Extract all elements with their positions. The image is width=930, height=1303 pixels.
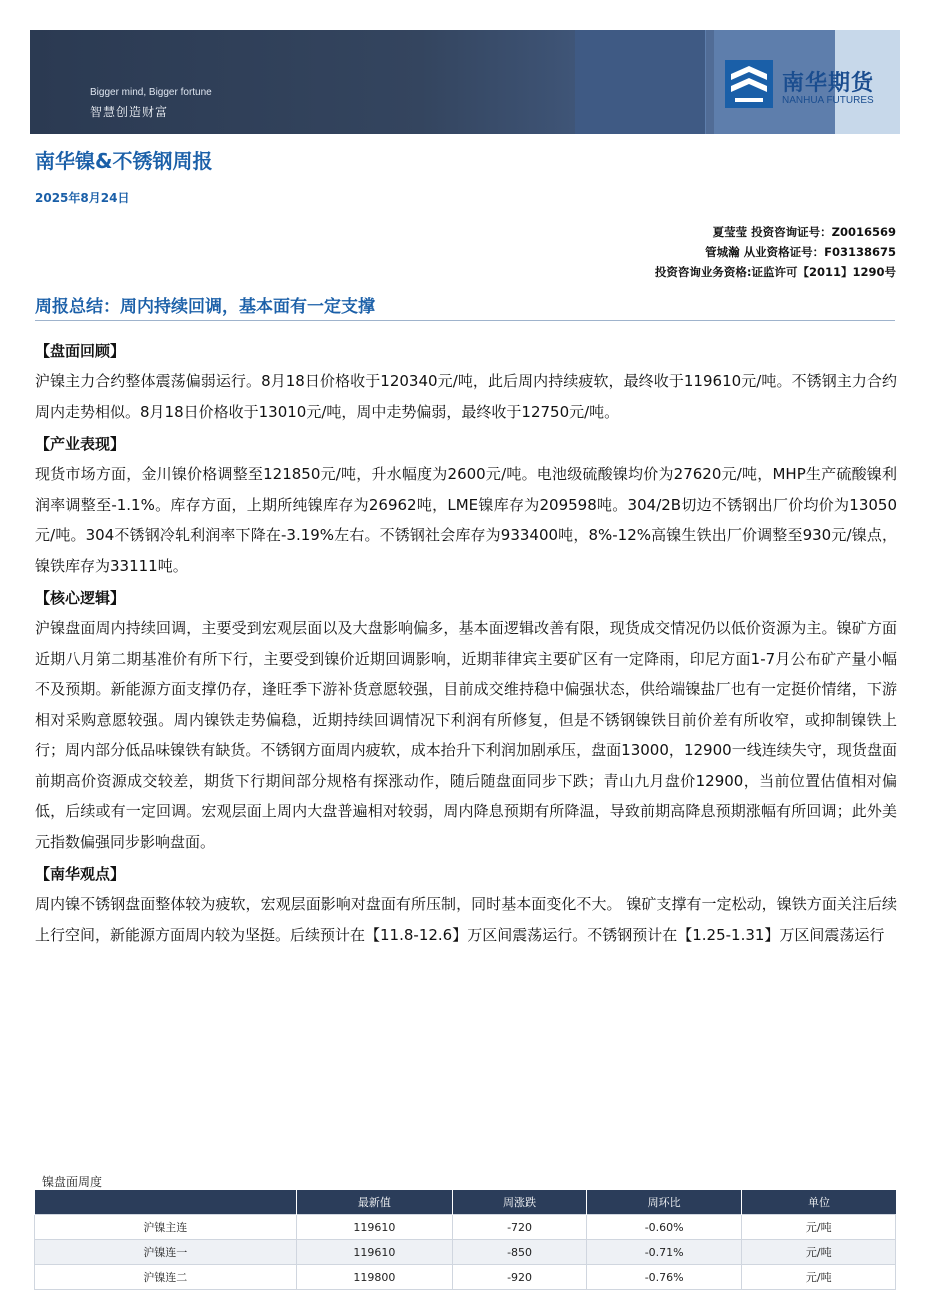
table-cell: 119800 — [296, 1265, 453, 1290]
table-cell: -0.71% — [586, 1240, 742, 1265]
table-cell: 沪镍连二 — [35, 1265, 297, 1290]
table-cell: -920 — [453, 1265, 587, 1290]
section-heading: 【产业表现】 — [35, 435, 126, 453]
section-heading: 【南华观点】 — [35, 865, 126, 883]
nickel-weekly-table — [34, 1190, 896, 1290]
table-title: 镍盘面周度 — [42, 1175, 103, 1189]
summary-title: 周报总结：周内持续回调，基本面有一定支撑 — [35, 297, 375, 317]
table-cell: 元/吨 — [742, 1240, 896, 1265]
column-header: 周涨跌 — [453, 1190, 587, 1215]
table-cell: 元/吨 — [742, 1215, 896, 1240]
table-cell: 沪镍主连 — [35, 1215, 297, 1240]
logo-text-english: NANHUA FUTURES — [782, 95, 874, 106]
column-header: 单位 — [742, 1190, 896, 1215]
report-body — [35, 336, 897, 952]
section-paragraph: 周内镍不锈钢盘面整体较为疲软，宏观层面影响对盘面有所压制，同时基本面变化不大。 镍矿支撑有一定松动，镍铁方面关注后续上行空间，新能源方面周内较为坚挺。后续预计在【11.8-12.6】万区间震荡运行。不锈钢预计在【1.25-1.31】万区间震荡运行 — [35, 895, 897, 944]
table-cell: -0.76% — [586, 1265, 742, 1290]
table-cell: -720 — [453, 1215, 587, 1240]
slogan-english: Bigger mind, Bigger fortune — [90, 87, 212, 98]
table-cell: 沪镍连一 — [35, 1240, 297, 1265]
nanhua-logo-icon — [725, 60, 773, 108]
logo-text-chinese: 南华期货 — [782, 71, 875, 96]
divider — [35, 320, 895, 321]
table-cell: 119610 — [296, 1240, 453, 1265]
table-cell: 119610 — [296, 1215, 453, 1240]
column-header: 周环比 — [586, 1190, 742, 1215]
column-header — [35, 1190, 297, 1215]
slogan-chinese: 智慧创造财富 — [90, 105, 169, 119]
author-credentials — [655, 222, 896, 282]
table-row — [35, 1215, 896, 1240]
report-date: 2025年8月24日 — [35, 191, 130, 205]
author-line: 管城瀚 从业资格证号：F03138675 — [705, 245, 896, 259]
table-cell: -850 — [453, 1240, 587, 1265]
section-heading: 【核心逻辑】 — [35, 589, 126, 607]
table-row — [35, 1240, 896, 1265]
column-header: 最新值 — [296, 1190, 453, 1215]
section-paragraph: 沪镍主力合约整体震荡偏弱运行。8月18日价格收于120340元/吨，此后周内持续疲软，最终收于119610元/吨。不锈钢主力合约周内走势相似。8月18日价格收于13010元/吨，周中走势偏弱，最终收于12750元/吨。 — [35, 372, 897, 421]
table-header-row — [35, 1190, 896, 1215]
header-banner — [30, 30, 900, 134]
table-row — [35, 1265, 896, 1290]
section-heading: 【盘面回顾】 — [35, 342, 126, 360]
table-cell: -0.60% — [586, 1215, 742, 1240]
table-cell: 元/吨 — [742, 1265, 896, 1290]
license-line: 投资咨询业务资格:证监许可【2011】1290号 — [654, 265, 896, 279]
banner-panel — [575, 30, 705, 134]
banner-divider — [706, 30, 714, 134]
section-paragraph: 现货市场方面，金川镍价格调整至121850元/吨，升水幅度为2600元/吨。电池级硫酸镍均价为27620元/吨，MHP生产硫酸镍利润率调整至-1.1%。库存方面，上期所纯镍库存为26962吨，LME镍库存为209598吨。304/2B切边不锈钢出厂价均价为13050元/吨。304不锈钢冷轧利润率下降在-3.19%左右。不锈钢社会库存为933400吨，8%-12%高镍生铁出厂价调整至930元/镍点，镍铁库存为33111吨。 — [35, 465, 897, 575]
author-line: 夏莹莹 投资咨询证号：Z0016569 — [712, 225, 896, 239]
section-paragraph: 沪镍盘面周内持续回调，主要受到宏观层面以及大盘影响偏多，基本面逻辑改善有限，现货成交情况仍以低价资源为主。镍矿方面近期八月第二期基准价有所下行，主要受到镍价近期回调影响，近期菲律宾主要矿区有一定降雨，印尼方面1-7月公布矿产量小幅不及预期。新能源方面支撑仍存，逢旺季下游补货意愿较强，目前成交维持稳中偏强状态，供给端镍盐厂也有一定挺价情绪，下游相对采购意愿较强。周内镍铁走势偏稳，近期持续回调情况下利润有所修复，但是不锈钢镍铁目前价差有所收窄，或抑制镍铁上行；周内部分低品味镍铁有缺货。不锈钢方面周内疲软，成本抬升下利润加剧承压，盘面13000，12900一线连续失守，现货盘面前期高价资源成交较差，期货下行期间部分规格有探涨动作，随后随盘面同步下跌；青山九月盘价12900，当前位置估值相对偏低，后续或有一定回调。宏观层面上周内大盘普遍相对较弱，周内降息预期有所降温，导致前期高降息预期涨幅有所回调；此外美元指数偏强同步影响盘面。 — [35, 619, 897, 851]
report-title: 南华镍&不锈钢周报 — [35, 149, 213, 173]
